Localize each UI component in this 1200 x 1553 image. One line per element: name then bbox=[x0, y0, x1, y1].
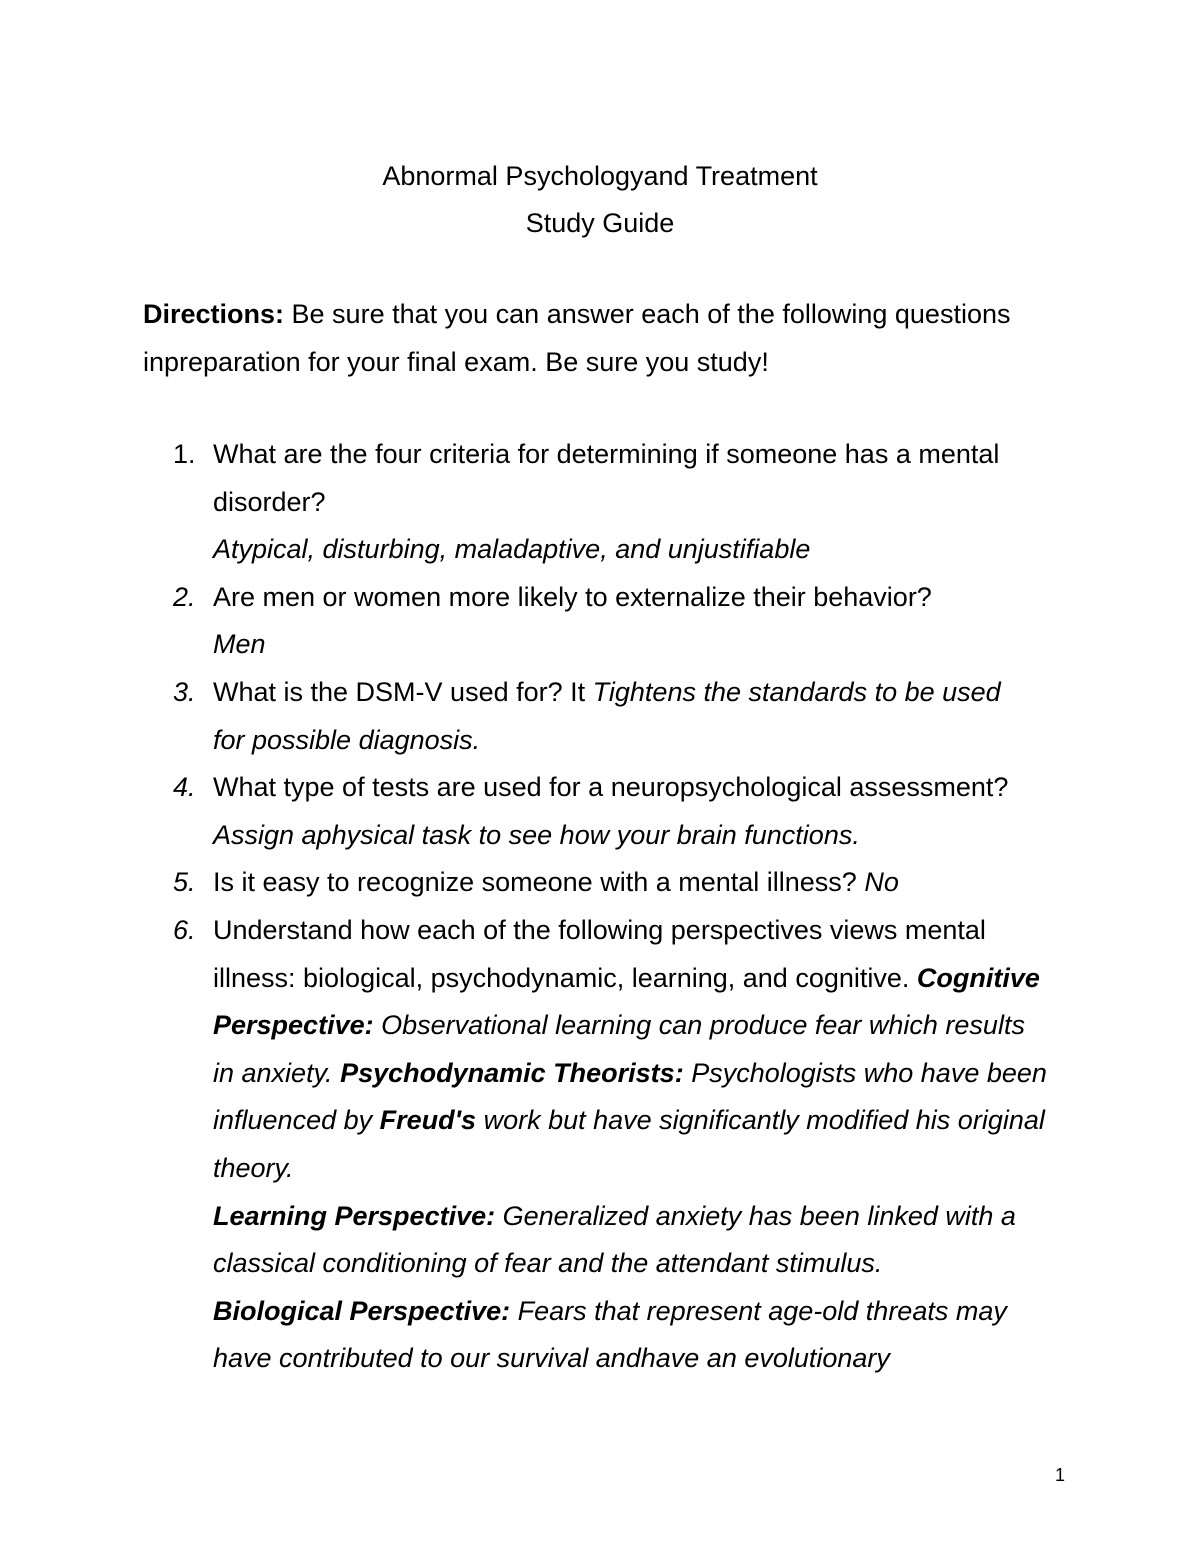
answer-text: Atypical, disturbing, maladaptive, and unjustifiable bbox=[213, 534, 811, 565]
directions-paragraph bbox=[143, 290, 1043, 386]
question-text: Are men or women more likely to externalize their behavior? bbox=[213, 581, 932, 612]
question-number: 4. bbox=[173, 772, 196, 803]
question-item-5 bbox=[143, 859, 1063, 907]
directions-label: Directions: bbox=[143, 299, 285, 329]
answer-text: Men bbox=[213, 629, 266, 660]
answer-text: Assign aphysical task to see how your brain functions. bbox=[213, 819, 860, 850]
question-number: 3. bbox=[173, 676, 196, 707]
question-item-3 bbox=[143, 669, 1063, 764]
page-number: 1 bbox=[1055, 1465, 1066, 1485]
question-text: Is it easy to recognize someone with a mental illness? bbox=[213, 867, 865, 898]
question-text: What are the four criteria for determining if someone has a mental disorder? bbox=[213, 439, 1000, 517]
document-subtitle: Study Guide bbox=[525, 208, 675, 238]
cognitive-perspective-label: Cognitive Perspective: bbox=[213, 962, 1040, 1041]
psychodynamic-theorists-text-continued: work but have significantly modified his original theory. bbox=[213, 1105, 1045, 1183]
psychodynamic-theorists-text: Psychologists who have been influenced by bbox=[213, 1057, 1047, 1136]
question-number: 2. bbox=[173, 581, 196, 612]
directions-text: Be sure that you can answer each of the following questions inpreparation for your final exam. Be sure you study! bbox=[143, 299, 1011, 377]
answer-text: No bbox=[864, 867, 899, 898]
question-text: What type of tests are used for a neuropsychological assessment? bbox=[213, 772, 1009, 803]
question-text: Understand how each of the following perspectives views mental illness: biological, psychodynamic, learning, and cognitive. bbox=[213, 914, 986, 993]
question-list bbox=[143, 431, 1063, 1383]
question-text: What is the DSM-V used for? It bbox=[213, 676, 593, 707]
learning-perspective-label: Learning Perspective: bbox=[213, 1200, 496, 1231]
question-number: 6. bbox=[173, 914, 196, 945]
question-number: 1. bbox=[173, 439, 196, 469]
biological-perspective-label: Biological Perspective: bbox=[213, 1295, 511, 1326]
biological-perspective-text: Fears that represent age-old threats may have contributed to our survival andhave an evolutionary bbox=[213, 1295, 1007, 1374]
question-item-6 bbox=[143, 907, 1063, 1383]
psychodynamic-theorists-label: Psychodynamic Theorists: bbox=[340, 1057, 684, 1088]
learning-perspective-text: Generalized anxiety has been linked with a classical conditioning of fear and the attendant stimulus. bbox=[213, 1200, 1016, 1279]
question-item-4 bbox=[143, 764, 1063, 859]
question-item-2 bbox=[143, 574, 1063, 669]
document-title: Abnormal Psychologyand Treatment bbox=[382, 161, 818, 191]
question-item-1 bbox=[143, 431, 1063, 574]
question-number: 5. bbox=[173, 867, 196, 898]
cognitive-perspective-text: Observational learning can produce fear which results in anxiety. bbox=[213, 1010, 1025, 1088]
answer-text: Tightens the standards to be used for possible diagnosis. bbox=[213, 676, 1001, 755]
freud-name: Freud's bbox=[379, 1105, 477, 1136]
